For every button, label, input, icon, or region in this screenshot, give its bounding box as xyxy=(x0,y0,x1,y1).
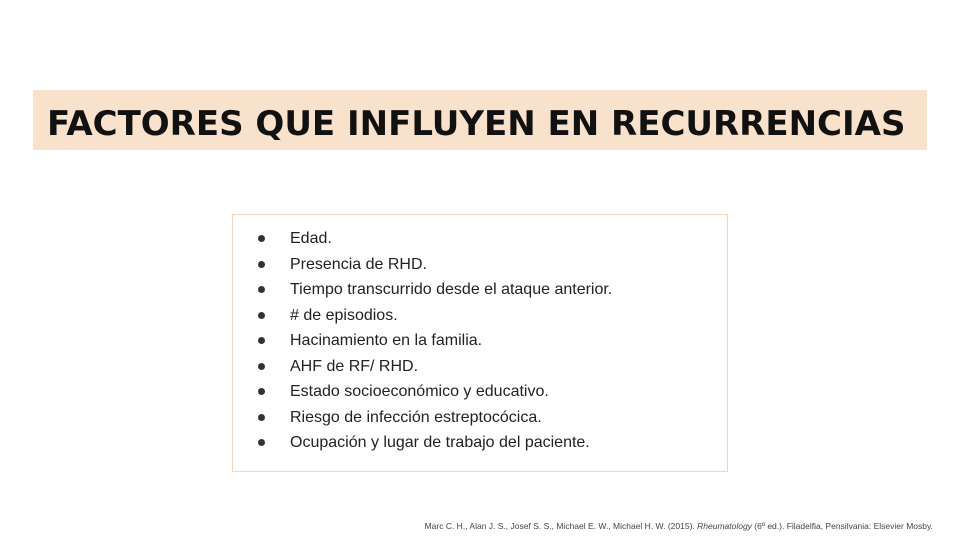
factor-item xyxy=(257,379,612,405)
factor-item xyxy=(257,252,612,278)
factor-text: Presencia de RHD. xyxy=(290,255,427,273)
factor-item xyxy=(257,405,612,431)
factors-list xyxy=(257,226,612,456)
factor-text: Ocupación y lugar de trabajo del paciente. xyxy=(290,434,590,451)
citation-book: Rheumatology xyxy=(697,521,752,531)
bullet-icon xyxy=(258,414,265,421)
factor-text: Hacinamiento en la familia. xyxy=(290,332,483,349)
bullet-icon xyxy=(258,286,265,293)
bullet-icon xyxy=(258,363,265,370)
citation-authors: Marc C. H., Alan J. S., Josef S. S., Michael E. W., Michael H. W. (2015). xyxy=(424,521,698,531)
factor-item xyxy=(257,303,612,329)
factor-item xyxy=(257,430,612,456)
factor-text: Riesgo de infección estreptocócica. xyxy=(290,408,542,426)
factor-text: # de episodios. xyxy=(290,306,398,324)
bullet-icon xyxy=(258,337,265,344)
factor-item xyxy=(257,226,612,252)
factor-text: AHF de RF/ RHD. xyxy=(290,357,419,375)
citation-rest: (6º ed.). Filadelfia, Pensilvania: Elsevier Mosby. xyxy=(751,521,933,531)
bullet-icon xyxy=(258,261,265,268)
factors-box xyxy=(232,214,728,472)
slide-title: FACTORES QUE INFLUYEN EN RECURRENCIAS xyxy=(47,104,906,144)
factor-text: Edad. xyxy=(290,230,332,247)
factor-text: Estado socioeconómico y educativo. xyxy=(290,383,549,400)
citation xyxy=(425,520,933,532)
bullet-icon xyxy=(258,388,265,395)
bullet-icon xyxy=(258,312,265,319)
bullet-icon xyxy=(258,235,265,242)
factor-text: Tiempo transcurrido desde el ataque anterior. xyxy=(290,281,613,298)
factor-item xyxy=(257,354,612,380)
factor-item xyxy=(257,277,612,303)
bullet-icon xyxy=(258,439,265,446)
factor-item xyxy=(257,328,612,354)
